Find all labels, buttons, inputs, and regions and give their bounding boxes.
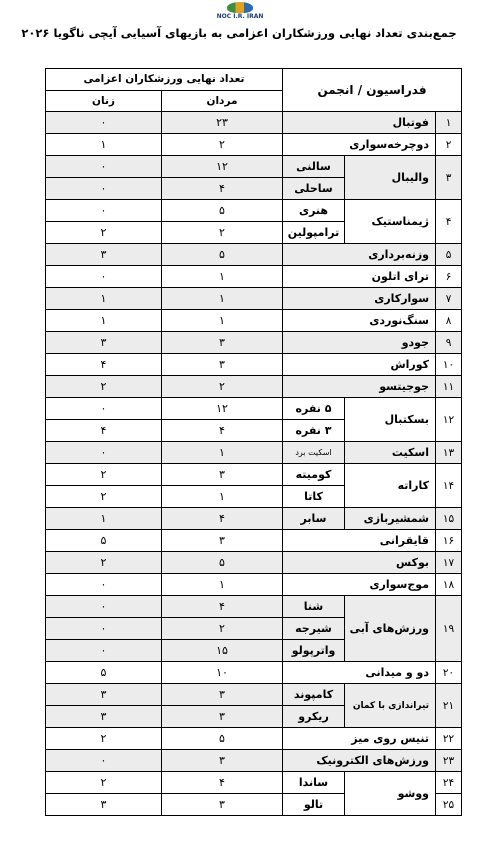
table-row <box>46 200 462 222</box>
women-count: ۳ <box>46 684 162 706</box>
sport-name: اسکیت <box>345 442 436 464</box>
sub-discipline: اسکیت برد <box>283 442 345 464</box>
table-row <box>46 464 462 486</box>
row-index: ۲۱ <box>436 684 462 728</box>
women-count: ۳ <box>46 794 162 816</box>
row-index: ۴ <box>436 200 462 244</box>
men-count: ۳ <box>162 354 283 376</box>
women-count: ۰ <box>46 200 162 222</box>
header-women: زنان <box>46 90 162 112</box>
header-federation: فدراسیون / انجمن <box>283 69 462 112</box>
table-row <box>46 772 462 794</box>
women-count: ۳ <box>46 244 162 266</box>
sport-name: سنگ‌نوردی <box>283 310 436 332</box>
women-count: ۲ <box>46 464 162 486</box>
sport-name: ووشو <box>345 772 436 816</box>
sport-name: جوجیتسو <box>283 376 436 398</box>
sub-discipline: کاتا <box>283 486 345 508</box>
sub-discipline: شنا <box>283 596 345 618</box>
table-row <box>46 552 462 574</box>
sport-name: تیراندازی با کمان <box>345 684 436 728</box>
table-row <box>46 574 462 596</box>
sport-name: والیبال <box>345 156 436 200</box>
women-count: ۲ <box>46 376 162 398</box>
page-title: جمع‌بندی تعداد نهایی ورزشکاران اعزامی به بازیهای آسیایی آیچی ناگویا ۲۰۲۶ <box>21 26 457 40</box>
table-row <box>46 684 462 706</box>
men-count: ۳ <box>162 332 283 354</box>
sport-name: ترای اتلون <box>283 266 436 288</box>
row-index: ۱۰ <box>436 354 462 376</box>
men-count: ۱۲ <box>162 398 283 420</box>
table-row <box>46 354 462 376</box>
women-count: ۲ <box>46 552 162 574</box>
row-index: ۱ <box>436 112 462 134</box>
women-count: ۲ <box>46 222 162 244</box>
logo-text: NOC I.R. IRAN <box>216 13 264 20</box>
sport-name: شمشیربازی <box>345 508 436 530</box>
sport-name: وزنه‌برداری <box>283 244 436 266</box>
table-row <box>46 530 462 552</box>
women-count: ۰ <box>46 596 162 618</box>
men-count: ۲۳ <box>162 112 283 134</box>
sport-name: ژیمناستیک <box>345 200 436 244</box>
women-count: ۱ <box>46 508 162 530</box>
row-index: ۲ <box>436 134 462 156</box>
men-count: ۳ <box>162 706 283 728</box>
women-count: ۳ <box>46 706 162 728</box>
table-row <box>46 288 462 310</box>
sport-name: سوارکاری <box>283 288 436 310</box>
row-index: ۹ <box>436 332 462 354</box>
sport-name: کوراش <box>283 354 436 376</box>
header-final-count: تعداد نهایی ورزشکاران اعزامی <box>46 69 283 91</box>
men-count: ۲ <box>162 134 283 156</box>
row-index: ۱۶ <box>436 530 462 552</box>
sport-name: بسکتبال <box>345 398 436 442</box>
row-index: ۸ <box>436 310 462 332</box>
table-row <box>46 398 462 420</box>
women-count: ۰ <box>46 156 162 178</box>
sub-discipline: ساندا <box>283 772 345 794</box>
sport-name: ورزش‌های آبی <box>345 596 436 662</box>
row-index: ۲۲ <box>436 728 462 750</box>
sub-discipline: ترامپولین <box>283 222 345 244</box>
sub-discipline: سالنی <box>283 156 345 178</box>
women-count: ۰ <box>46 442 162 464</box>
sub-discipline: ساحلی <box>283 178 345 200</box>
header-men: مردان <box>162 90 283 112</box>
men-count: ۳ <box>162 464 283 486</box>
women-count: ۰ <box>46 266 162 288</box>
sport-name: دو و میدانی <box>283 662 436 684</box>
table-row <box>46 244 462 266</box>
men-count: ۱ <box>162 266 283 288</box>
row-index: ۳ <box>436 156 462 200</box>
sport-name: موج‌سواری <box>283 574 436 596</box>
women-count: ۰ <box>46 574 162 596</box>
women-count: ۴ <box>46 354 162 376</box>
men-count: ۱ <box>162 486 283 508</box>
row-index: ۷ <box>436 288 462 310</box>
men-count: ۵ <box>162 244 283 266</box>
men-count: ۱ <box>162 288 283 310</box>
men-count: ۲ <box>162 376 283 398</box>
men-count: ۵ <box>162 728 283 750</box>
sub-discipline: تالو <box>283 794 345 816</box>
sub-discipline: هنری <box>283 200 345 222</box>
row-index: ۲۰ <box>436 662 462 684</box>
table-row <box>46 266 462 288</box>
sub-discipline: ۳ نفره <box>283 420 345 442</box>
table-row <box>46 112 462 134</box>
men-count: ۵ <box>162 552 283 574</box>
row-index: ۱۵ <box>436 508 462 530</box>
men-count: ۴ <box>162 420 283 442</box>
sport-name: جودو <box>283 332 436 354</box>
men-count: ۳ <box>162 530 283 552</box>
row-index: ۲۵ <box>436 794 462 816</box>
women-count: ۵ <box>46 662 162 684</box>
women-count: ۱ <box>46 310 162 332</box>
table-row <box>46 728 462 750</box>
women-count: ۰ <box>46 640 162 662</box>
men-count: ۱ <box>162 574 283 596</box>
table-row <box>46 662 462 684</box>
sub-discipline: ریکرو <box>283 706 345 728</box>
table-row <box>46 442 462 464</box>
row-index: ۲۳ <box>436 750 462 772</box>
row-index: ۱۹ <box>436 596 462 662</box>
athletes-table <box>45 68 462 816</box>
women-count: ۱ <box>46 134 162 156</box>
women-count: ۴ <box>46 420 162 442</box>
women-count: ۰ <box>46 178 162 200</box>
women-count: ۵ <box>46 530 162 552</box>
men-count: ۳ <box>162 794 283 816</box>
sport-name: بوکس <box>283 552 436 574</box>
sub-discipline: کومیته <box>283 464 345 486</box>
row-index: ۱۲ <box>436 398 462 442</box>
row-index: ۱۱ <box>436 376 462 398</box>
sub-discipline: واترپولو <box>283 640 345 662</box>
sub-discipline: شیرجه <box>283 618 345 640</box>
row-index: ۲۴ <box>436 772 462 794</box>
table-row <box>46 134 462 156</box>
men-count: ۲ <box>162 618 283 640</box>
sub-discipline: کامپوند <box>283 684 345 706</box>
men-count: ۱ <box>162 442 283 464</box>
men-count: ۳ <box>162 750 283 772</box>
women-count: ۰ <box>46 398 162 420</box>
women-count: ۱ <box>46 288 162 310</box>
men-count: ۴ <box>162 508 283 530</box>
women-count: ۰ <box>46 750 162 772</box>
row-index: ۱۳ <box>436 442 462 464</box>
row-index: ۱۴ <box>436 464 462 508</box>
table-row <box>46 310 462 332</box>
noc-logo <box>205 2 275 24</box>
table-row <box>46 332 462 354</box>
table-row <box>46 750 462 772</box>
sport-name: فوتبال <box>283 112 436 134</box>
table-body <box>46 112 462 816</box>
row-index: ۱۸ <box>436 574 462 596</box>
men-count: ۴ <box>162 772 283 794</box>
women-count: ۰ <box>46 618 162 640</box>
row-index: ۵ <box>436 244 462 266</box>
sport-name: تنیس روی میز <box>283 728 436 750</box>
men-count: ۱۰ <box>162 662 283 684</box>
sport-name: قایقرانی <box>283 530 436 552</box>
table-row <box>46 596 462 618</box>
sub-discipline: سابر <box>283 508 345 530</box>
men-count: ۱ <box>162 310 283 332</box>
noc-emblem-icon <box>227 2 253 13</box>
women-count: ۰ <box>46 112 162 134</box>
men-count: ۴ <box>162 596 283 618</box>
table-row <box>46 156 462 178</box>
women-count: ۳ <box>46 332 162 354</box>
men-count: ۴ <box>162 178 283 200</box>
women-count: ۲ <box>46 486 162 508</box>
women-count: ۲ <box>46 728 162 750</box>
men-count: ۱۵ <box>162 640 283 662</box>
sport-name: ورزش‌های الکترونیک <box>283 750 436 772</box>
row-index: ۱۷ <box>436 552 462 574</box>
table-row <box>46 508 462 530</box>
sub-discipline: ۵ نفره <box>283 398 345 420</box>
sport-name: دوچرخه‌سواری <box>283 134 436 156</box>
sport-name: کاراته <box>345 464 436 508</box>
men-count: ۲ <box>162 222 283 244</box>
table-row <box>46 376 462 398</box>
women-count: ۲ <box>46 772 162 794</box>
men-count: ۱۲ <box>162 156 283 178</box>
men-count: ۳ <box>162 684 283 706</box>
men-count: ۵ <box>162 200 283 222</box>
row-index: ۶ <box>436 266 462 288</box>
